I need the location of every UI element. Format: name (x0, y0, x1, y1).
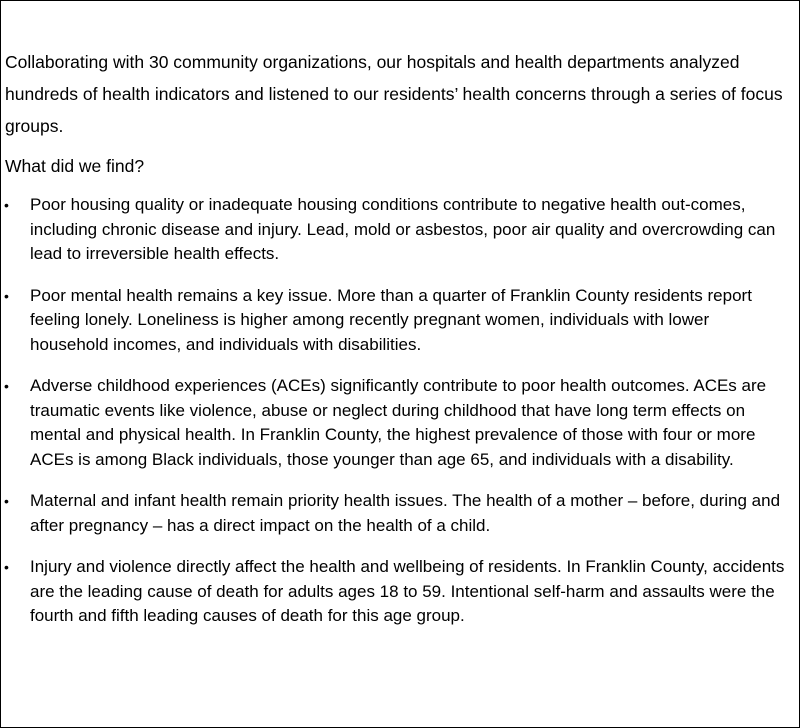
finding-mental-health (1, 284, 799, 358)
finding-text: Poor mental health remains a key issue. More than a quarter of Franklin County residents report feeling lonely. Loneliness is higher among recently pregnant women, individuals with lower household incomes, and individuals with disabilities. (30, 285, 752, 354)
bullet-icon: • (4, 287, 9, 304)
finding-text: Maternal and infant health remain priority health issues. The health of a mother – before, during and after pregnancy – has a direct impact on the health of a child. (30, 491, 781, 535)
finding-text: Injury and violence directly affect the health and wellbeing of residents. In Franklin County, accidents are the leading cause of death for adults ages 18 to 59. Intentional self-harm and assaults were the fourth and fifth leading causes of death for this age group. (30, 557, 785, 625)
finding-housing (1, 193, 799, 267)
finding-maternal-health (1, 489, 799, 538)
finding-aces (1, 374, 799, 472)
findings-list (1, 193, 799, 629)
finding-injury-violence (1, 555, 799, 629)
finding-text: Poor housing quality or inadequate housing conditions contribute to negative health out-comes, including chronic disease and injury. Lead, mold or asbestos, poor air quality and overcrowding can lead to irreversible health effects. (30, 195, 776, 263)
finding-text: Adverse childhood experiences (ACEs) significantly contribute to poor health outcomes. ACEs are traumatic events like violence, abuse or neglect during childhood that have long term effects on mental and physical health. In Franklin County, the highest prevalence of those with four or more ACEs is among Black individuals, those younger than age 65, and individuals with a disability. (30, 376, 767, 469)
bullet-icon: • (4, 197, 9, 213)
bullet-icon: • (4, 378, 9, 394)
bullet-icon: • (4, 493, 9, 509)
section-question: What did we find? (5, 156, 145, 176)
bullet-icon: • (4, 559, 9, 575)
intro-paragraph: Collaborating with 30 community organizations, our hospitals and health departments analyzed hundreds of health indicators and listened to our residents’ health concerns through a series of focus groups. (5, 52, 783, 136)
